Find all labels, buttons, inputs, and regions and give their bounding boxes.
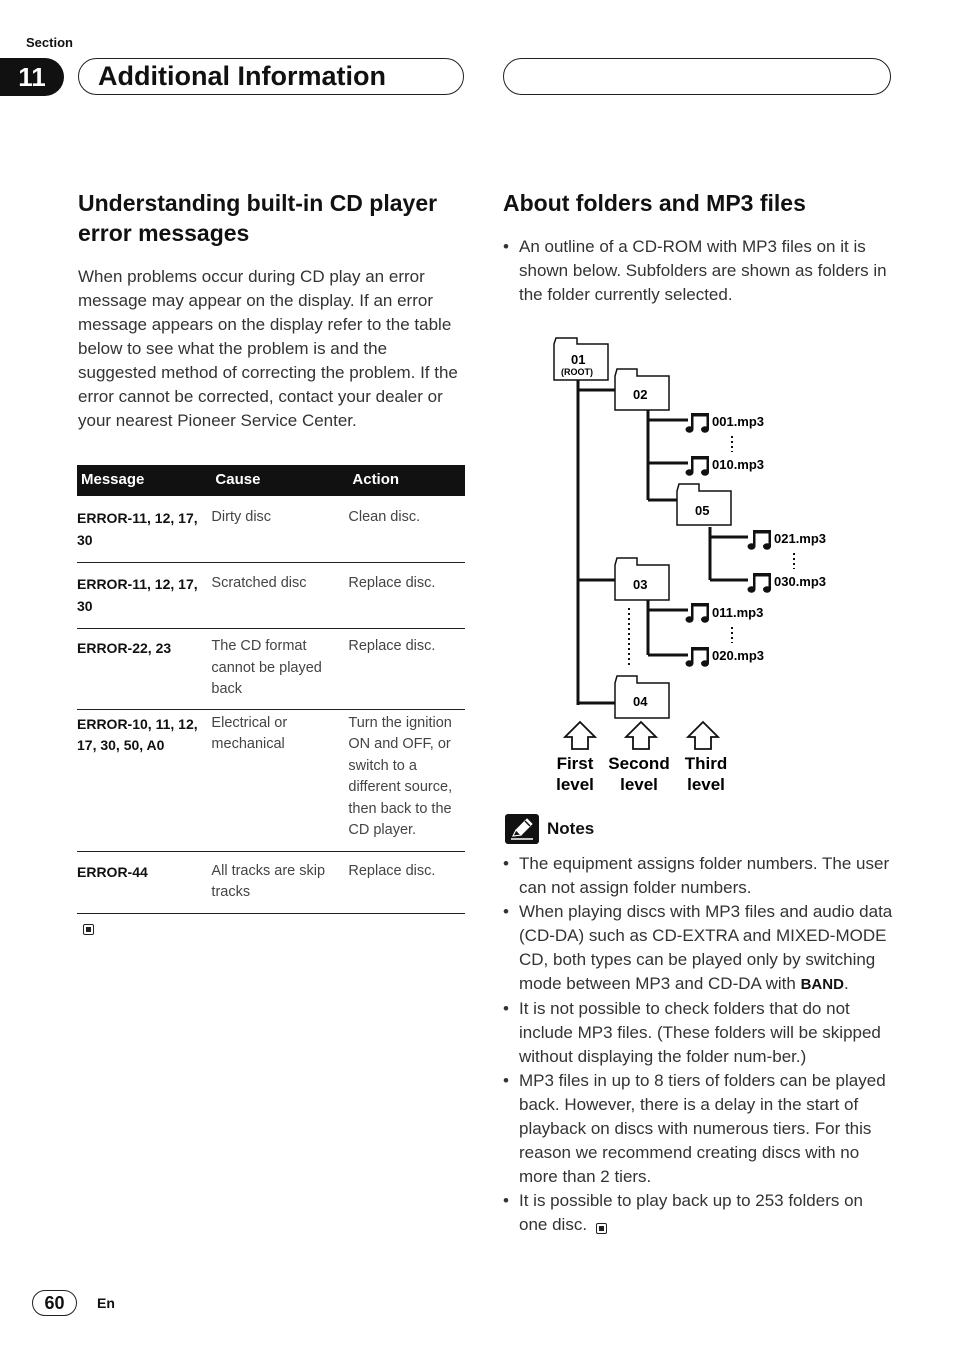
column-header-cause: Cause (211, 465, 348, 496)
music-note-icon (748, 573, 772, 593)
mp3-file-001 (686, 413, 765, 433)
level-label-third: Third (684, 754, 728, 773)
file-label: 030.mp3 (774, 574, 827, 589)
band-key-label: BAND (800, 976, 844, 993)
mp3-file-010 (686, 456, 765, 476)
mp3-file-030 (748, 573, 827, 593)
folder-label-root-sub: (ROOT) (561, 367, 593, 377)
row-message: ERROR-11, 12, 17, 30 (77, 496, 211, 563)
notes-heading: Notes (547, 819, 595, 838)
folder-icon-04 (615, 676, 669, 718)
folder-label-03: 03 (633, 577, 648, 592)
row-action: Turn the ignition ON and OFF, or switch to a different source, then back to the CD player. (348, 709, 465, 851)
mp3-file-020 (686, 647, 765, 667)
list-item: • The equipment assigns folder numbers. The user can not assign folder numbers. (503, 852, 893, 900)
list-item (503, 900, 893, 997)
up-arrow-icon (626, 722, 656, 749)
header-empty-frame (503, 58, 891, 95)
mp3-file-011 (686, 603, 764, 623)
folder-icon-02 (615, 369, 669, 410)
error-message-table (77, 465, 465, 914)
list-item: • It is not possible to check folders that do not include MP3 files. (These folders will be skipped without displaying the folder num-ber.) (503, 997, 893, 1069)
pencil-note-icon (505, 814, 539, 844)
list-item (503, 1189, 893, 1237)
note-text: It is possible to play back up to 253 folders on one disc. (519, 1191, 863, 1234)
level-label-second-2: level (620, 775, 658, 794)
note-text: When playing discs with MP3 files and audio data (CD-DA) such as CD-EXTRA and MIXED-MODE CD, both types can be played only by switching mode between MP3 and CD-DA with (519, 902, 893, 993)
row-cause: Electrical or mechanical (211, 709, 348, 851)
music-note-icon (686, 603, 710, 623)
table-row (77, 563, 465, 629)
error-messages-heading: Understanding built-in CD player error messages (78, 190, 438, 246)
table-row (77, 709, 465, 851)
folder-label-root: 01 (571, 352, 586, 367)
row-action: Clean disc. (348, 496, 465, 563)
row-cause: Dirty disc (211, 496, 348, 563)
table-row (77, 629, 465, 710)
level-label-first: First (556, 754, 594, 773)
file-label: 011.mp3 (712, 605, 764, 620)
page-number: 60 (32, 1290, 77, 1316)
level-label-third-2: level (687, 775, 725, 794)
row-message: ERROR-10, 11, 12, 17, 30, 50, A0 (77, 709, 211, 851)
row-cause: All tracks are skip tracks (211, 851, 348, 913)
file-label: 021.mp3 (774, 531, 827, 546)
music-note-icon (686, 413, 710, 433)
outline-list (503, 235, 893, 307)
row-cause: The CD format cannot be played back (211, 629, 348, 710)
file-label: 020.mp3 (712, 648, 765, 663)
notes-list (503, 852, 893, 1237)
section-label: Section (26, 35, 73, 50)
folder-label-05: 05 (695, 503, 710, 518)
row-cause: Scratched disc (211, 563, 348, 629)
folder-label-04: 04 (633, 694, 648, 709)
file-label: 010.mp3 (712, 457, 765, 472)
folder-structure-diagram (540, 330, 827, 800)
folders-heading: About folders and MP3 files (503, 190, 806, 216)
column-header-message: Message (77, 465, 211, 496)
up-arrow-icon (565, 722, 595, 749)
section-end-mark (83, 924, 94, 935)
music-note-icon (686, 456, 710, 476)
row-action: Replace disc. (348, 563, 465, 629)
row-message: ERROR-22, 23 (77, 629, 211, 710)
error-messages-intro: When problems occur during CD play an error message may appear on the display. If an error message appears on the display refer to the table below to see what the problem is and the suggested method of correcting the problem. If the error cannot be corrected, contact your dealer or your nearest Pioneer Service Center. (78, 267, 458, 430)
folder-icon-03 (615, 558, 669, 600)
section-number-badge: 11 (0, 58, 64, 96)
level-label-second: Second (608, 754, 670, 773)
folder-icon-01 (554, 338, 608, 380)
music-note-icon (748, 530, 772, 550)
music-note-icon (686, 647, 710, 667)
column-header-action: Action (348, 465, 465, 496)
row-message: ERROR-11, 12, 17, 30 (77, 563, 211, 629)
page-title: Additional Information (98, 61, 386, 91)
section-end-mark (596, 1223, 607, 1234)
up-arrow-icon (688, 722, 718, 749)
table-header-row (77, 465, 465, 496)
list-item: • MP3 files in up to 8 tiers of folders can be played back. However, there is a delay in the start of playback on discs with numerous tiers. For this reason we recommend creating discs with no more than 2 tiers. (503, 1069, 893, 1189)
list-item: • An outline of a CD-ROM with MP3 files on it is shown below. Subfolders are shown as folders in the folder currently selected. (503, 235, 893, 307)
row-message: ERROR-44 (77, 851, 211, 913)
row-action: Replace disc. (348, 629, 465, 710)
folder-label-02: 02 (633, 387, 648, 402)
row-action: Replace disc. (348, 851, 465, 913)
folder-icon-05 (677, 484, 731, 525)
file-label: 001.mp3 (712, 414, 765, 429)
note-text-end: . (843, 974, 849, 993)
table-row (77, 851, 465, 913)
language-code: En (97, 1295, 115, 1311)
mp3-file-021 (748, 530, 827, 550)
table-row (77, 496, 465, 563)
level-label-first-2: level (556, 775, 594, 794)
